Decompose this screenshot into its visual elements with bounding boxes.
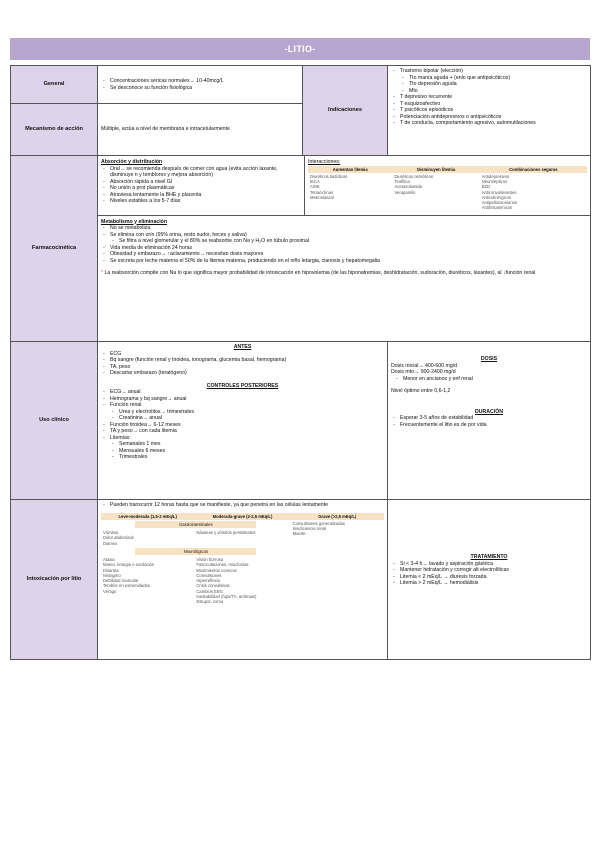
neuro-item: Fasciculaciones, mioclonías [196,562,249,568]
metabolismo-note [101,270,587,277]
inter-cell: Antidepresivos [481,173,510,179]
control-item: - Litemias: [110,435,384,442]
absorcion-section [98,156,305,215]
duracion-item: - Frecuentemente el litio es de por vida [400,422,587,429]
label-mecanismo: Mecanismo de acción [11,104,98,156]
indicacion-item: - T psicóticos episódicos [400,107,587,114]
antes-item: - Bq sangre (función renal y tiroidea, ionograma, glucemia basal, hemograma) [110,357,384,364]
control-sub: - Semanales 1 mes [119,441,384,448]
control-sub: - Mensuales 6 meses [119,448,384,455]
antes-title: ANTES [233,344,252,350]
inter-cell: Diuréticos osmóticos [394,173,434,179]
metabolismo-item: - No se metaboliza. [110,225,587,232]
duracion-title: DURACIÓN [475,408,503,415]
row-uso-clinico [11,342,591,500]
neuro-item: Vértigo [103,588,117,594]
indicacion-sub: - Mto [409,88,587,95]
inter-cell: Verapamilo [394,189,416,195]
indicaciones-cell [388,66,591,156]
interacciones-title: Interacciones: [308,159,341,165]
general-item: - Se desconoce su función fisiológica [110,85,299,92]
neuro-item: Temblor en extremidades [103,583,151,589]
tratamiento-item: - Si < 3-4 h→ lavado y aspiración gástrica [400,561,587,568]
main-table [10,65,591,660]
indicacion-item: - T depresivo recurrente [400,94,587,101]
neuro-item: Hiperreflexia [196,578,220,583]
metabolismo-section [98,215,590,280]
intox-right-cell [388,500,591,660]
dosis-sub: - Menor en ancianos y enf renal [403,376,587,383]
mecanismo-text: Múltiple, actúa a nivel de membrana e intracelularmente [98,104,303,156]
neuro-item: Visión borrosa [196,557,224,562]
antes-item: - TA, peso [110,364,384,371]
control-item: - TA y peso→ con cada litemia [110,428,384,435]
absorcion-item: - No unión a prot plasmáticas [110,185,301,192]
note-text: La reabsorción compite con Na lo que significa mayor probabilidad de intoxicación en hipovolemia (de las hiponatremias, deshidratación, sudoración, diuréticos, laxantes), al ↓función renal [104,270,536,276]
indicacion-item: - Potenciación antidepresivos o antipsicóticos [400,114,587,121]
control-item: - Función tiroidea→ 6-12 meses [110,422,384,429]
neuro-item: Debilidad muscular [103,578,139,583]
document-title: -LITIO- [10,38,590,60]
metabolismo-item: - Obesidad y embarazo→ ↑aclaramiento→ necesitan dosis mayores [110,251,587,258]
control-item: - Hemograma y bq sangre→ anual [110,396,384,403]
neuro-label: Neurológicos [135,548,256,555]
gastro-item: Dolor abdominal [103,535,134,541]
control-sub: - Trimestrales [119,454,384,461]
neuro-item: Disartria [103,567,119,573]
metabolismo-sub: - Se filtra a nivel glomerular y el 80% se reabsorbe con Na y H₂O en túbulo proximal [119,238,587,245]
tratamiento-item: - Mantener hidratación y corregir alt electrolíticas [400,567,587,574]
metabolismo-item: - Se elimina con orín (95% orina, resto sudor, heces y saliva) [110,232,587,239]
indicacion-item: - T de conducta, comportamiento agresivo, automutilaciones [400,120,587,127]
metabolismo-title: Metabolismo y eliminación [101,218,168,225]
label-general: General [11,66,98,104]
indicacion-sub: - Tto manía aguda + (enlo que antipsicóticos) [409,75,587,82]
controles-title: CONTROLES POSTERIORES [206,382,279,389]
grave-item: Muerte [292,531,306,537]
gastro-item: Vómitos [103,530,119,535]
dosis-line: Dosis mto→ 900-2400 mg/d [391,369,456,375]
label-uso-clinico: Uso clínico [11,342,98,500]
row-intoxicacion [11,500,591,660]
control-item: - Función renal [110,402,384,409]
absorcion-title: Absorción y distribución [101,159,163,165]
tratamiento-title: TRATAMIENTO [470,554,508,560]
inter-cell: Neurolépticos [481,179,508,184]
inter-header: Combinaciones seguras [480,166,587,173]
uso-right-cell [388,342,591,500]
inter-cell: AINE [310,184,320,190]
farmacocinetica-cell [98,156,591,342]
interacciones-table [308,166,587,212]
duracion-item: - Esperar 3-5 años de estabilidad [400,415,587,422]
neuro-item: Convulsiones [196,572,222,578]
inter-cell: BZD [481,184,491,190]
page [10,38,590,660]
inter-cell: Antihistamínicos [481,205,513,211]
intox-intro: - Pueden transcurrir 12 horas hasta que se manifieste, ya que penetra en las células lentamente [110,502,384,509]
control-sub: - Urea y electrolitos→ trimestrales [119,409,384,416]
label-indicaciones: Indicaciones [303,66,388,156]
absorcion-item: - Atraviesa lentamente la BHE y placenta [110,192,301,199]
control-sub: - Creatinina→ anual [119,415,384,422]
row-general [11,66,591,104]
antes-item: - Descartar embarazo (teratógeno) [110,370,384,377]
neuro-item: Estupor, coma [196,599,224,604]
grave-item: Insuficiencia renal [292,526,327,531]
neuro-item: Ataxia [103,557,115,562]
grave-item: Convulsiones generalizadas [292,520,345,526]
general-cell [98,66,303,104]
inter-cell: Metronidazol [310,194,334,200]
tratamiento-item: - Litemia < 2 mEq/L → diuresis forzada [400,574,587,581]
inter-cell: Tetraciclinas [310,189,334,195]
inter-header: Aumentan litemia [308,166,392,173]
interacciones-section [305,156,591,215]
metabolismo-item: - Se excreta por leche materna el 50% de la litemia materna, produciendo en el niño letargia, cianosis y hepatomegalia [110,258,587,265]
inter-cell: Antiparkinsonianos [481,200,518,205]
label-intoxicacion: Intoxicación por litio [11,500,98,660]
general-item: - Concentraciones séricas normales→ 10-40mcg/L [110,78,299,85]
dosis-line: Dosis inicial→ 400-600 mg/d [391,362,458,369]
indicacion-sub: - Tto depresión aguda [409,81,587,88]
intox-level: Moderada-grave (2-2,5 mEq/L) [194,513,290,520]
inter-cell: Teofilina [394,179,410,184]
label-farmacocinetica: Farmacocinética [11,156,98,342]
gastro-item: Náuseas y vómitos persistentes [196,530,256,535]
indicacion-item: - Trastorno bipolar (elección) [400,68,587,75]
neuro-item: Inestabilidad (hipo/TA, arritmias) [196,593,257,599]
gastro-label: Gastrointestinales [135,521,256,528]
inter-cell: IECA [310,179,320,184]
inter-header: Disminuyen litemia [392,166,479,173]
uso-left-cell [98,342,388,500]
neuro-item: Movimientos coreicos [196,567,237,573]
neuro-item: Crisis convulsivas [196,583,230,589]
metabolismo-item: - Vida media de eliminación 24 horas [110,245,587,252]
intox-table [101,513,384,606]
neuro-item: Mareo, letargia o excitación [103,562,155,568]
inter-cell: Anticolinérgicos [481,194,512,200]
neuro-item: Nistagmo [103,572,121,578]
tratamiento-item: - Litemia > 2 mEq/L → hemodiálisis [400,580,587,587]
neuro-item: Cambios EEG [196,588,223,594]
absorcion-item: - Oral→ se recomienda después de comer con agua (evita acción laxante, disminuye n y temblores y mejora absorción) [110,166,301,179]
control-item: - ECG→ anual [110,389,384,396]
dosis-title: DOSIS [480,356,498,362]
gastro-item: Diarrea [103,540,117,546]
row-farmacocinetica [11,156,591,342]
intox-level: Leve-moderada (1,5-2 mEq/L) [101,513,194,520]
antes-item: - ECG [110,351,384,358]
asterisk-icon: * [101,270,104,276]
intox-level: Grave (>2,5 mEq/L) [291,513,384,520]
absorcion-item: - Absorción rápida a nivel GI [110,179,301,186]
inter-cell: Acetazolamida [394,184,422,190]
inter-cell: Anticonvulsivantes [481,189,517,195]
nivel-optimo: Nivel óptimo entre 0,6-1,2 [391,388,451,394]
inter-cell: Diuréticos tiazídicos [310,173,348,179]
absorcion-item: - Niveles estables a los 5-7 días [110,198,301,205]
intox-left-cell [98,500,388,660]
indicacion-item: - T esquizoafectivo [400,101,587,108]
